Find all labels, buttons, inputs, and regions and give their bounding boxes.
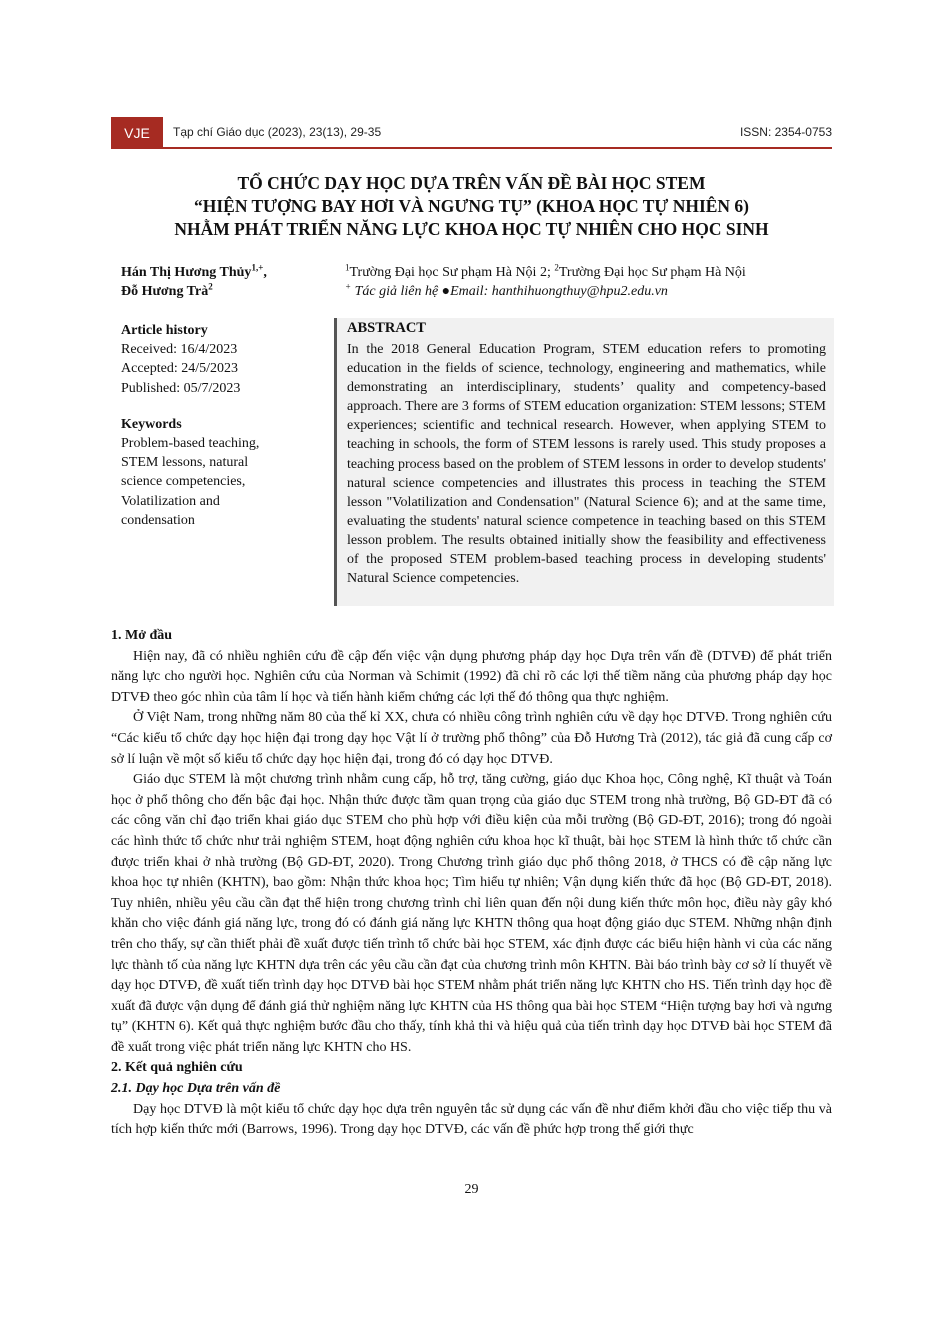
article-body [111, 626, 832, 1141]
keyword-line: Volatilization and [121, 493, 220, 509]
journal-issn: ISSN: 2354-0753 [739, 125, 832, 139]
subsection-heading: 2.1. Dạy học Dựa trên vấn đề [111, 1081, 281, 1097]
published-date: Published: 05/7/2023 [121, 380, 241, 396]
header-rule [111, 147, 832, 149]
keyword-line: Problem-based teaching, [121, 436, 260, 452]
keywords-heading: Keywords [121, 416, 182, 432]
abstract-heading: ABSTRACT [347, 320, 426, 336]
affiliation-line: $^1$Trường Đại học Sư phạm Hà Nội 2; $^2$Trường Đại học Sư phạm Hà Nội [345, 262, 746, 280]
journal-header [111, 117, 832, 149]
keyword-line: science competencies, [121, 474, 246, 490]
paragraph: Giáo dục STEM là một chương trình nhằm cung cấp, hỗ trợ, tăng cường, giáo dục Khoa học, Công nghệ, Kĩ thuật và Toán học ở phổ thông cho đến bậc đại học. Nhận thức được tầm quan trọng của giáo dục STEM trong nhà trường, Bộ GD-ĐT đã có các công văn chỉ đạo triển khai giáo dục STEM cho phù hợp với điều kiện của mỗi trường (Bộ GD-ĐT, 2016); trong đó ngoài các hình thức tổ chức như trải nghiệm STEM, hoạt động nghiên cứu khoa học kĩ thuật, bài học STEM là hình thức tổ chức cần được triển khai ở nhà trường (Bộ GD-ĐT, 2020). Trong Chương trình giáo dục phổ thông 2018, ở THCS có đề cập năng lực khoa học tự nhiên (KHTN), bao gồm: Nhận thức khoa học; Tìm hiểu tự nhiên; Vận dụng kiến thức đã học (Bộ GD-ĐT, 2018). Tuy nhiên, nhiều yêu cầu cần đạt thể hiện trong chương trình chỉ liên quan đến nội dung kiến thức môn học, điều này gây khó khăn cho việc đánh giá năng lực, trong đó có đánh giá năng lực KHTN thông qua hoạt động giáo dục STEM. Những nhận định trên cho thấy, sự cần thiết phải đề xuất được tiến trình tổ chức bài học STEM, xác định được các biểu hiện hành vi của các năng lực thành tố của năng lực KHTN dựa trên các yêu cầu cần đạt của chương trình môn KHTN. Bài báo trình bày cơ sở lí thuyết về dạy học DTVĐ, đề xuất tiến trình dạy học DTVĐ bài học STEM nhằm phát triển năng lực KHTN cho HS. Tiến trình dạy học đề xuất đã được vận dụng để đánh giá thử nghiệm năng lực KHTN của HS thông qua bài học STEM “Hiện tượng bay hơi và ngưng tụ” (KHTN 6). Kết quả thực nghiệm bước đầu cho thấy, tính khả thi và hiệu quả của tiến trình dạy học DTVĐ bài học STEM đã đề xuất trong việc phát triển năng lực KHTN cho HS. [111, 772, 832, 1055]
section-heading: 2. Kết quả nghiên cứu [111, 1060, 243, 1076]
title-line-3: NHẰM PHÁT TRIỂN NĂNG LỰC KHOA HỌC TỰ NHIÊN CHO HỌC SINH [174, 219, 769, 239]
title-line-1: TỔ CHỨC DẠY HỌC DỰA TRÊN VẤN ĐỀ BÀI HỌC STEM [237, 173, 706, 193]
corresponding-author: + Tác giả liên hệ ●Email: hanthihuongthuy@hpu2.edu.vn [345, 281, 668, 299]
page-number: 29 [464, 1182, 479, 1197]
author-1: Hán Thị Hương Thủy$^{1,+}$, [121, 262, 267, 280]
keyword-line: STEM lessons, natural [121, 455, 249, 471]
paragraph: Dạy học DTVĐ là một kiểu tổ chức dạy học dựa trên nguyên tắc sử dụng các vấn đề như điểm khởi đầu cho việc tiếp thu và tích hợp kiến thức mới (Barrows, 1996). Trong dạy học DTVĐ, các vấn đề phức hợp trong thế giới thực [111, 1101, 832, 1138]
abstract-box [334, 318, 834, 606]
paragraph: Hiện nay, đã có nhiều nghiên cứu đề cập đến việc vận dụng phương pháp dạy học Dựa trên vấn đề (DTVĐ) để phát triển năng lực cho người học. Nghiên cứu của Norman và Schimit (1992) đã chỉ rõ các lợi thế tiềm năng của phương pháp dạy học DTVĐ theo góc nhìn của tâm lí học và tiến hành kiểm chứng các lợi thế đó thông qua thực nghiệm. [111, 648, 832, 705]
title-line-2: “HIỆN TƯỢNG BAY HƠI VÀ NGƯNG TỤ” (KHOA HỌC TỰ NHIÊN 6) [193, 196, 750, 216]
journal-logo: VJE [111, 117, 163, 149]
abstract-text: In the 2018 General Education Program, STEM education refers to promoting education in the fields of science, technology, engineering and mathematics, while demonstrating an interdisciplinary, students’ quality and competency-based approach. There are 3 forms of STEM education organization: STEM lessons; STEM experiences; scientific and technical research. However, when applying STEM to teaching in schools, the form of STEM lessons is rarely used. This study proposes a teaching process based on the problem of STEM lessons in order to develop students' natural science competencies and illustrates this process in teaching the STEM lesson "Volatilization and Condensation" (Natural Science 6); and at the same time, evaluating the students' natural science competence in teaching based on this STEM lesson problem. The results obtained initially show the feasibility and effectiveness of the proposed STEM problem-based teaching process in developing students' Natural Science competencies. [347, 342, 826, 587]
article-history-heading: Article history [121, 323, 208, 338]
journal-citation: Tạp chí Giáo dục (2023), 23(13), 29-35 [173, 125, 382, 139]
author-list [121, 263, 267, 301]
author-2: Đỗ Hương Trà$^2$ [121, 281, 213, 299]
keyword-line: condensation [121, 512, 195, 528]
accepted-date: Accepted: 24/5/2023 [121, 361, 239, 377]
article-sidebar [121, 321, 321, 530]
paragraph: Ở Việt Nam, trong những năm 80 của thế kỉ XX, chưa có nhiều công trình nghiên cứu về dạy học DTVĐ. Trong nghiên cứu “Các kiểu tổ chức dạy học hiện đại trong dạy học Vật lí ở trường phổ thông” của Đỗ Hương Trà (2012), tác giả đã cung cấp cơ sở lí luận về một số kiểu tổ chức dạy học hiện đại, trong đó có dạy học DTVĐ. [111, 710, 832, 767]
received-date: Received: 16/4/2023 [121, 342, 238, 358]
article-title [111, 172, 832, 241]
affiliations [345, 263, 746, 301]
section-heading: 1. Mở đầu [111, 628, 173, 643]
